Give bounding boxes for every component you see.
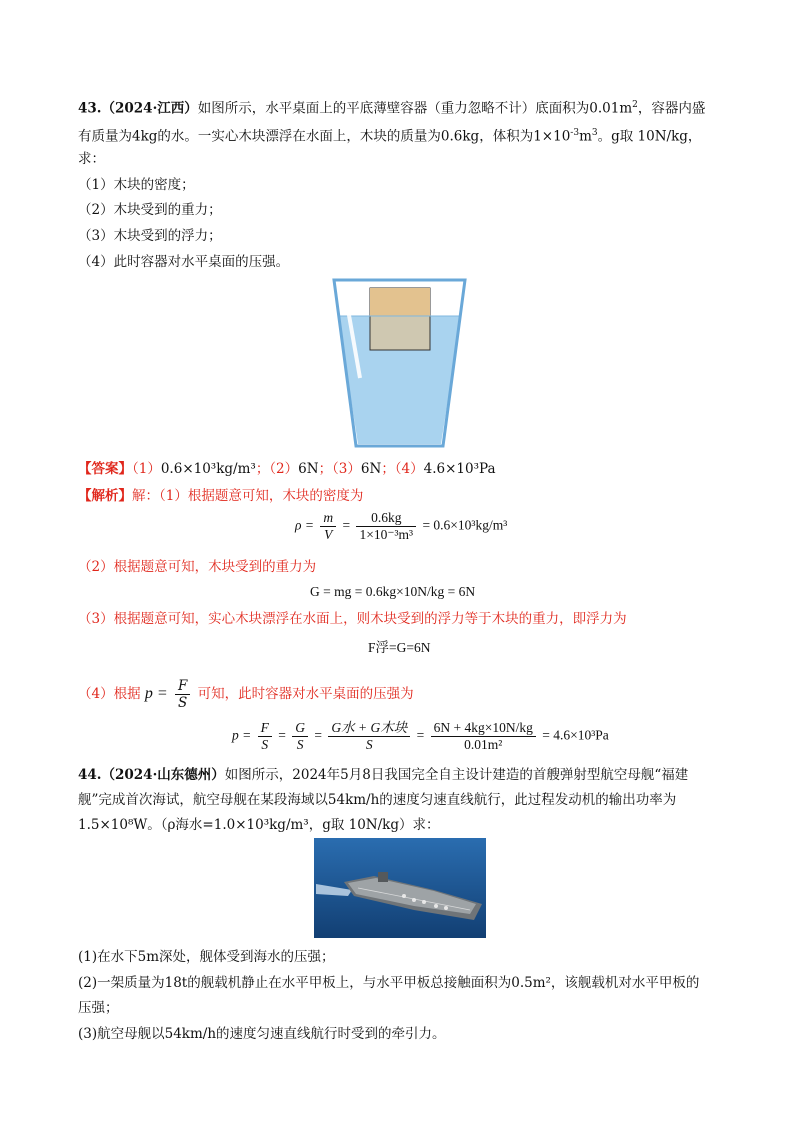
analysis-intro: 解：（1）根据题意可知，木块的密度为 [132, 488, 364, 504]
eq1-num: 0.6kg [356, 510, 416, 527]
q43-line2 [78, 124, 701, 146]
eq1-frac-mv [320, 510, 336, 543]
step4-f: F [175, 678, 190, 695]
answer-a2: 6N [298, 461, 319, 477]
q44-source: （2024·山东德州） [101, 767, 225, 783]
q43-sup2: -3 [570, 128, 580, 138]
eq4-frac-fs [258, 720, 272, 753]
step4-frac [175, 678, 190, 711]
eq4-val-num: 6N + 4kg×10N/kg [431, 720, 536, 737]
eq3: F浮=G=6N [368, 640, 431, 655]
step4-post: 可知，此时容器对水平桌面的压强为 [197, 686, 414, 702]
q43-sup1: 2 [632, 100, 638, 110]
eq4-frac-sum [328, 720, 410, 753]
q44-line2: 舰”完成首次海试，航空母舰在某段海域以54km/h的速度匀速直线航行，此过程发动机的输出功率为 [78, 792, 677, 808]
analysis-step3: （3）根据题意可知，实心木块漂浮在水面上，则木块受到的浮力等于木块的重力，即浮力为 [78, 611, 627, 627]
analysis-intro-line [78, 487, 363, 505]
beaker-figure [332, 278, 467, 450]
q43-text2-mid: m [579, 128, 592, 145]
step4-formula-p: p = [144, 685, 168, 702]
q43-number: 43. [78, 100, 102, 117]
carrier-island [378, 872, 388, 882]
aircraft-carrier-photo [314, 838, 486, 938]
answer-a4-label: ；（4） [381, 461, 424, 477]
answer-a4: 4.6×10³Pa [423, 461, 496, 477]
eq4-sum-num: G水 + G木块 [328, 720, 410, 737]
eq4-sum-den: S [365, 737, 373, 752]
answer-tag: 【答案】 [78, 461, 132, 477]
deck-aircraft-4 [434, 904, 438, 908]
q43-sub2: （2）木块受到的重力； [78, 202, 222, 218]
eq4-frac-val [431, 720, 536, 753]
eq1-den: 1×10⁻³m³ [359, 527, 414, 542]
answer-line [78, 460, 496, 478]
q43-text2: 有质量为4kg的水。一实心木块漂浮在水面上，木块的质量为0.6kg，体积为1×10 [78, 128, 571, 145]
q43-sub3: （3）木块受到的浮力； [78, 228, 222, 244]
q43-sup3: 3 [591, 128, 598, 138]
eq4-fs-num: F [258, 720, 272, 737]
answer-a2-label: ；（2） [255, 461, 299, 477]
answer-a3: 6N [360, 461, 382, 477]
analysis-tag: 【解析】 [78, 488, 132, 504]
q43-text1-tail: ，容器内盛 [637, 100, 706, 117]
eq4-gs-num: G [292, 720, 308, 737]
analysis-step2: （2）根据题意可知，木块受到的重力为 [78, 559, 317, 575]
eq4-fs-den: S [261, 737, 269, 752]
step4-s: S [178, 695, 188, 711]
eq1-m: m [320, 510, 336, 527]
q44-sub3: (3)航空母舰以54km/h的速度匀速直线航行时受到的牵引力。 [78, 1026, 446, 1042]
q44-line1 [78, 766, 688, 784]
answer-a1-label: （1） [132, 461, 161, 477]
q43-line3: 求： [78, 151, 105, 167]
deck-aircraft-5 [444, 906, 448, 910]
q43-text2-tail: 。g取 10N/kg， [597, 128, 702, 145]
q44-line3: 1.5×10⁸W。（ρ海水=1.0×10³kg/m³，g取 10N/kg）求： [78, 817, 440, 833]
q44-sub1: (1)在水下5m深处，舰体受到海水的压强； [78, 949, 335, 965]
q44-sub2-cont: 压强； [78, 1000, 119, 1016]
q43-text1: 如图所示，水平桌面上的平底薄壁容器（重力忽略不计）底面积为0.01m [197, 100, 633, 117]
answer-a1: 0.6×10³kg/m³ [160, 461, 256, 477]
eq4-frac-gs [292, 720, 308, 753]
eq4-gs-den: S [296, 737, 304, 752]
eq1-lhs: ρ = [295, 517, 318, 533]
eq1-frac-val [356, 510, 416, 543]
answer-a3-label: ；（3） [318, 461, 361, 477]
q43-line1 [78, 96, 705, 118]
eq1-rhs: = 0.6×10³kg/m³ [422, 517, 508, 533]
q43-source: （2024·江西） [101, 100, 198, 117]
eq4: p = $\frac{F}{S}$ = $\frac{G}{S}$ = $\frac{\text{G水 + G木块}}{S}$ = $\frac{6N + 4kg\times 10N/kg}{\text{0.01m²}}$ = 4.6×10³Pa [232, 720, 609, 752]
q44-text1: 如图所示，2024年5月8日我国完全自主设计建造的首艘弹射型航空母舰“福建 [224, 767, 689, 783]
analysis-step4 [78, 677, 414, 711]
q43-sub4: （4）此时容器对水平桌面的压强。 [78, 254, 290, 270]
wood-block-top [370, 288, 430, 316]
eq2: G = mg = 0.6kg×10N/kg = 6N [310, 584, 476, 599]
q44-sub2: (2)一架质量为18t的舰载机静止在水平甲板上，与水平甲板总接触面积为0.5m²，该舰载机对水平甲板的 [78, 975, 700, 991]
eq1: ρ = $\frac{m}{V}$ = $\frac{0.6kg}{\text{1×10⁻³m³}}$ = 0.6×10³kg/m³ [295, 510, 508, 542]
q44-number: 44. [78, 767, 102, 783]
step4-pre: （4）根据 [78, 686, 141, 702]
eq4-p: p = [232, 727, 252, 743]
eq4-result: = 4.6×10³Pa [542, 727, 609, 743]
eq1-v: V [324, 527, 333, 542]
q43-sub1: （1）木块的密度； [78, 177, 195, 193]
eq4-val-den: 0.01m² [464, 737, 503, 752]
